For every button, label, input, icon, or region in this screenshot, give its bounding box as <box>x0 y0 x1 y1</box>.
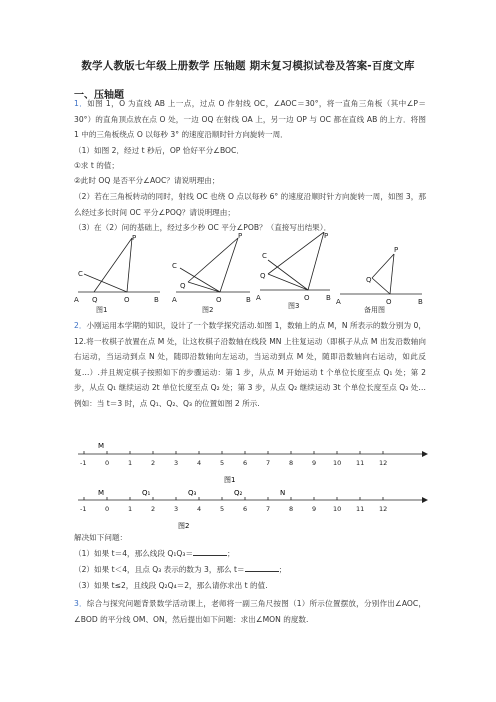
tick-label: -1 <box>80 505 87 513</box>
tick-label: 0 <box>105 505 110 513</box>
fig1-label-a: A <box>74 296 79 304</box>
q2-sub1-blank[interactable] <box>193 546 227 556</box>
fig4-label-a: A <box>336 298 341 306</box>
tick-label: 2 <box>151 505 156 513</box>
tick-label: 4 <box>197 459 202 467</box>
tick-label: 8 <box>289 505 294 513</box>
tick-label: 4 <box>197 505 202 513</box>
q1-part1a: ①求 t 的值； <box>74 161 119 170</box>
tick-label: 10 <box>333 459 342 467</box>
q2-sub2: （2）如果 t＜4，且点 Q₃ 表示的数为 3，那么 t＝ ； <box>74 562 426 578</box>
fig4-label-q: Q <box>366 276 372 284</box>
fig4-caption: 备用图 <box>364 306 385 314</box>
q2-solve-intro: 解决如下问题： <box>74 533 128 542</box>
tick-label: 8 <box>289 459 294 467</box>
tick-label: 12 <box>379 505 388 513</box>
q1-part1b: ②此时 OQ 是否平分∠AOC？请说明理由； <box>74 176 220 185</box>
q2-sub2-blank[interactable] <box>245 562 279 572</box>
q1-figures <box>72 232 432 316</box>
tick-label: 2 <box>151 459 156 467</box>
tick-label: 0 <box>105 459 110 467</box>
q2-sub1: （1）如果 t＝4，那么线段 Q₁Q₃＝ ； <box>74 546 426 562</box>
tick-label: 5 <box>220 505 225 513</box>
fig1-label-o: O <box>124 296 130 304</box>
nl2-label-n: N <box>280 489 286 497</box>
tick-label: 12 <box>379 459 388 467</box>
tick-label: 1 <box>128 505 133 513</box>
tick-label: 10 <box>333 505 342 513</box>
q2-numberline-2 <box>74 486 430 530</box>
q1-part3: （3）在（2）问的基础上，经过多少秒 OC 平分∠POB？（直接写出结果）． <box>74 223 332 232</box>
q3-number: 3． <box>74 599 87 608</box>
fig3-label-q: Q <box>260 272 266 280</box>
q2-statement: 小刚运用本学期的知识，设计了一个数学探究活动.如图 1，数轴上的点 M，N 所表示的数分别为 0，12.将一枚棋子放置在点 M 处，让这枚棋子沿数轴在线段 MN 上往复运动（即棋子从点 M 出发沿数轴向右运动，当运动到点 N 处，随即沿数轴向左运动，当运动到点 M 处，随即沿数轴向右运动，如此反复…）.并且规定棋子按照如下的步骤运动：第 1 步，从点 M 开始运动 t 个单位长度至点 Q₁ 处；第 2 步，从点 Q₁ 继续运动 2t 单位长度至点 Q₂ 处；第 3 步，从点 Q₂ 继续运动 3t 个单位长度至点 Q₃ 处…例如：当 t＝3 时，点 Q₁、Q₂、Q₃ 的位置如图 2 所示. <box>74 321 426 408</box>
tick-label: 9 <box>312 505 317 513</box>
fig2-label-b: B <box>246 296 251 304</box>
q2-numberline-1 <box>74 440 430 484</box>
q3-text <box>74 596 426 627</box>
fig3-caption: 图3 <box>288 302 300 310</box>
fig3-label-p: P <box>324 232 329 240</box>
page-title: 数学人教版七年级上册数学 压轴题 期末复习模拟试卷及答案-百度文库 <box>81 60 415 72</box>
q2-text <box>74 318 426 412</box>
fig2-label-a: A <box>172 296 177 304</box>
tick-label: 1 <box>128 459 133 467</box>
fig1-label-c: C <box>78 270 83 278</box>
tick-label: 5 <box>220 459 225 467</box>
tick-label: 6 <box>243 459 248 467</box>
q2-sub2-text: （2）如果 t＜4，且点 Q₃ 表示的数为 3，那么 t＝ <box>74 565 245 574</box>
nl2-caption: 图2 <box>178 522 190 530</box>
fig2-caption: 图2 <box>202 306 214 314</box>
tick-label: 9 <box>312 459 317 467</box>
fig3-label-c: C <box>262 252 267 260</box>
tick-label: 6 <box>243 505 248 513</box>
tick-label: 3 <box>174 505 179 513</box>
fig4-label-p: P <box>394 246 399 254</box>
tick-label: 7 <box>266 505 271 513</box>
q1-statement: 如图 1，O 为直线 AB 上一点，过点 O 作射线 OC，∠AOC＝30°，将一直角三角板（其中∠P＝30°）的直角顶点放在点 O 处，一边 OQ 在射线 OA 上，另一边 OP 与 OC 都在直线 AB 的上方．将图 1 中的三角板绕点 O 以每秒 3° 的速度沿顺时针方向旋转一周． <box>74 99 426 140</box>
fig3-label-o: O <box>304 294 310 302</box>
tick-label: 11 <box>356 505 365 513</box>
fig2-label-o: O <box>216 296 222 304</box>
fig1-label-b: B <box>154 296 159 304</box>
q2-sub3: （3）如果 t≤2，且线段 Q₂Q₄＝2，那么请你求出 t 的值. <box>74 581 268 590</box>
fig2-label-c: C <box>172 262 177 270</box>
fig4-label-b: B <box>418 298 423 306</box>
fig1-label-q: Q <box>92 296 98 304</box>
nl2-label-m: M <box>98 489 105 497</box>
q1-text <box>74 96 426 143</box>
fig3-label-a: A <box>256 294 261 302</box>
fig2-label-p: P <box>238 232 243 240</box>
fig1-label-p: P <box>132 234 137 242</box>
tick-label: 11 <box>356 459 365 467</box>
fig1-caption: 图1 <box>96 306 108 314</box>
nl1-label-m: M <box>98 442 105 450</box>
tick-label: 3 <box>174 459 179 467</box>
q2-number: 2． <box>74 321 87 330</box>
q1-number: 1． <box>74 99 88 108</box>
fig2-label-q: Q <box>180 282 186 290</box>
q3-statement: 综合与探究问题背景数学活动课上，老师将一副三角尺按图（1）所示位置摆放，分别作出∠AOC，∠BOD 的平分线 OM、ON，然后提出如下问题：求出∠MON 的度数. <box>74 599 426 624</box>
q1-part1: （1）如图 2，经过 t 秒后，OP 恰好平分∠BOC． <box>74 146 244 155</box>
fig4-label-o: O <box>386 298 392 306</box>
q2-sub1-text: （1）如果 t＝4，那么线段 Q₁Q₃＝ <box>74 549 194 558</box>
fig3-label-b: B <box>326 294 331 302</box>
section-heading: 一、压轴题 <box>74 90 124 101</box>
nl2-label-q3: Q₃ <box>188 489 197 497</box>
tick-label: 7 <box>266 459 271 467</box>
nl1-caption: 图1 <box>224 476 236 484</box>
q1-part2: （2）若在三角板转动的同时，射线 OC 也绕 O 点以每秒 6° 的速度沿顺时针方向旋转一周，如图 3，那么经过多长时间 OC 平分∠POQ？请说明理由； <box>74 192 426 217</box>
tick-label: -1 <box>80 459 87 467</box>
nl2-label-q1: Q₁ <box>142 489 151 497</box>
nl2-label-q2: Q₂ <box>234 489 243 497</box>
